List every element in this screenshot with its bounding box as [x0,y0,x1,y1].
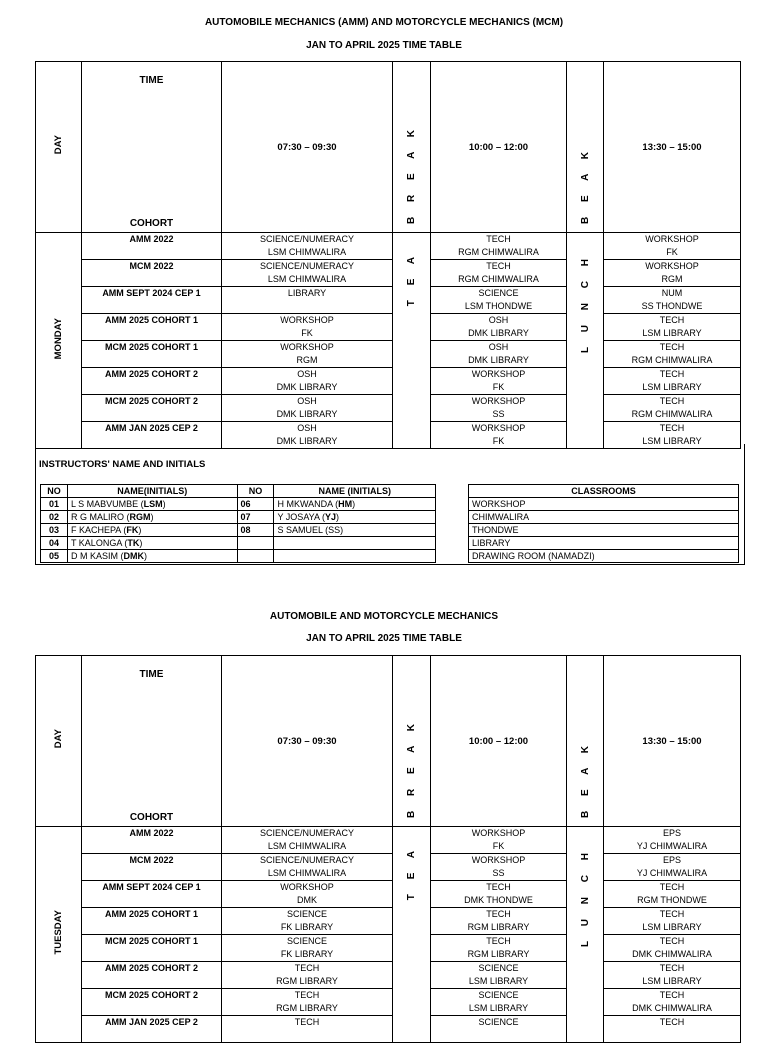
slot2-cell: SCIENCE LSM LIBRARY [431,962,567,989]
slot2-cell: TECH RGM CHIMWALIRA [431,260,567,287]
slot3-cell: TECH RGM CHIMWALIRA [604,341,741,368]
slot2-cell: SCIENCE LSM LIBRARY [431,989,567,1016]
cohort-cell: AMM 2022 [82,827,222,854]
slot3-cell: WORKSHOP RGM [604,260,741,287]
cohort-cell: AMM 2022 [82,233,222,260]
slot2-cell: OSH DMK LIBRARY [431,314,567,341]
slot2-cell: OSH DMK LIBRARY [431,341,567,368]
table-row [36,908,741,935]
slot2-cell: TECH RGM LIBRARY [431,935,567,962]
instructors-title: INSTRUCTORS' NAME AND INITIALS [39,459,206,470]
slot3-cell: TECH LSM LIBRARY [604,908,741,935]
table-row [36,1016,741,1043]
slot3-cell: TECH RGM CHIMWALIRA [604,395,741,422]
cohort-header: COHORT [129,218,174,229]
break-label: B R E A K [406,124,417,224]
instructor-row: 01 L S MABVUMBE (LSM) 06 H MKWANDA (HM) [41,498,436,511]
table-row [36,935,741,962]
slot1-cell: TECH RGM LIBRARY [222,962,393,989]
slot2-header: 10:00 – 12:00 [431,656,567,827]
table-row [36,962,741,989]
slot1-header: 07:30 – 09:30 [222,62,393,233]
slot2-cell: TECH RGM LIBRARY [431,908,567,935]
slot3-cell: TECH LSM LIBRARY [604,422,741,449]
slot2-cell: TECH DMK THONDWE [431,881,567,908]
classrooms-header: CLASSROOMS [469,485,739,498]
instructor-row: 03 F KACHEPA (FK) 08 S SAMUEL (SS) [41,524,436,537]
instructor-row: 05 D M KASIM (DMK) [41,550,436,563]
table-row [36,287,741,314]
slot1-cell: OSH DMK LIBRARY [222,368,393,395]
beak-label: B E A K [579,740,591,818]
slot1-cell: SCIENCE FK LIBRARY [222,908,393,935]
slot2-cell: WORKSHOP SS [431,854,567,881]
tuesday-timetable [35,655,741,1043]
time-header: TIME [139,75,164,86]
slot3-cell: TECH DMK CHIMWALIRA [604,935,741,962]
lunch-label: L U N C H [579,253,591,353]
table-row [36,854,741,881]
instructor-row: 04 T KALONGA (TK) [41,537,436,550]
name2-header: NAME (INITIALS) [274,485,436,498]
slot3-cell: TECH RGM THONDWE [604,881,741,908]
timetable2-subtitle: JAN TO APRIL 2025 TIME TABLE [306,633,462,644]
classroom-row: LIBRARY [469,537,739,550]
slot1-cell: OSH DMK LIBRARY [222,422,393,449]
slot3-cell: WORKSHOP FK [604,233,741,260]
slot1-cell: LIBRARY [222,287,393,314]
cohort-cell: AMM 2025 COHORT 1 [82,908,222,935]
table-row [36,341,741,368]
slot3-cell: TECH LSM LIBRARY [604,314,741,341]
slot1-cell: WORKSHOP RGM [222,341,393,368]
slot3-cell: TECH LSM LIBRARY [604,962,741,989]
cohort-cell: AMM SEPT 2024 CEP 1 [82,287,222,314]
slot2-cell: TECH RGM CHIMWALIRA [431,233,567,260]
table-row [36,368,741,395]
no-header: NO [41,485,68,498]
instructors-table [40,484,436,563]
slot1-cell: TECH RGM LIBRARY [222,989,393,1016]
slot3-cell: EPS YJ CHIMWALIRA [604,854,741,881]
table-row [36,989,741,1016]
no2-header: NO [237,485,274,498]
slot3-header: 13:30 – 15:00 [604,656,741,827]
cohort-cell: MCM 2025 COHORT 2 [82,989,222,1016]
cohort-cell: AMM SEPT 2024 CEP 1 [82,881,222,908]
slot1-cell: SCIENCE/NUMERACY LSM CHIMWALIRA [222,854,393,881]
cohort-cell: MCM 2025 COHORT 2 [82,395,222,422]
lunch-label: L U N C H [579,847,591,947]
timetable2-title: AUTOMOBILE AND MOTORCYCLE MECHANICS [269,611,499,622]
classroom-row: DRAWING ROOM (NAMADZI) [469,550,739,563]
tea-label: T E A [406,251,417,307]
slot2-cell: WORKSHOP FK [431,368,567,395]
cohort-cell: AMM JAN 2025 CEP 2 [82,422,222,449]
slot3-cell: NUM SS THONDWE [604,287,741,314]
beak-label: B E A K [579,146,591,224]
slot1-header: 07:30 – 09:30 [222,656,393,827]
day-header: DAY [53,135,64,155]
slot1-cell: OSH DMK LIBRARY [222,395,393,422]
table-row [36,260,741,287]
slot1-cell: TECH [222,1016,393,1043]
slot3-cell: EPS YJ CHIMWALIRA [604,827,741,854]
slot1-cell: WORKSHOP DMK [222,881,393,908]
cohort-cell: AMM 2025 COHORT 2 [82,962,222,989]
table-row [36,827,741,854]
timetable-subtitle: JAN TO APRIL 2025 TIME TABLE [306,40,462,51]
slot1-cell: SCIENCE/NUMERACY LSM CHIMWALIRA [222,260,393,287]
slot3-header: 13:30 – 15:00 [604,62,741,233]
slot3-cell: TECH [604,1016,741,1043]
day-name: TUESDAY [53,909,64,955]
slot2-cell: SCIENCE [431,1016,567,1043]
slot2-cell: SCIENCE LSM THONDWE [431,287,567,314]
instructor-row: 02 R G MALIRO (RGM) 07 Y JOSAYA (YJ) [41,511,436,524]
classroom-row: THONDWE [469,524,739,537]
table-row [36,395,741,422]
classroom-row: WORKSHOP [469,498,739,511]
time-header: TIME [139,669,164,680]
cohort-cell: MCM 2025 COHORT 1 [82,935,222,962]
slot1-cell: WORKSHOP FK [222,314,393,341]
slot1-cell: SCIENCE/NUMERACY LSM CHIMWALIRA [222,827,393,854]
slot1-cell: SCIENCE FK LIBRARY [222,935,393,962]
slot2-header: 10:00 – 12:00 [431,62,567,233]
slot1-cell: SCIENCE/NUMERACY LSM CHIMWALIRA [222,233,393,260]
classrooms-table [468,484,739,563]
day-name: MONDAY [53,317,64,360]
cohort-cell: MCM 2022 [82,260,222,287]
slot2-cell: WORKSHOP FK [431,827,567,854]
slot2-cell: WORKSHOP SS [431,395,567,422]
slot2-cell: WORKSHOP FK [431,422,567,449]
name-header: NAME(INITIALS) [67,485,237,498]
slot3-cell: TECH LSM LIBRARY [604,368,741,395]
cohort-cell: AMM 2025 COHORT 1 [82,314,222,341]
table-row [36,233,741,260]
break-label: B R E A K [406,718,417,818]
classroom-row: CHIMWALIRA [469,511,739,524]
timetable-title: AUTOMOBILE MECHANICS (AMM) AND MOTORCYCLE MECHANICS (MCM) [204,17,564,28]
cohort-cell: MCM 2022 [82,854,222,881]
day-header: DAY [53,729,64,749]
cohort-cell: AMM JAN 2025 CEP 2 [82,1016,222,1043]
slot3-cell: TECH DMK CHIMWALIRA [604,989,741,1016]
tea-label: T E A [406,845,417,901]
monday-timetable [35,61,741,449]
cohort-cell: MCM 2025 COHORT 1 [82,341,222,368]
table-row [36,881,741,908]
cohort-cell: AMM 2025 COHORT 2 [82,368,222,395]
table-row [36,314,741,341]
cohort-header: COHORT [129,812,174,823]
